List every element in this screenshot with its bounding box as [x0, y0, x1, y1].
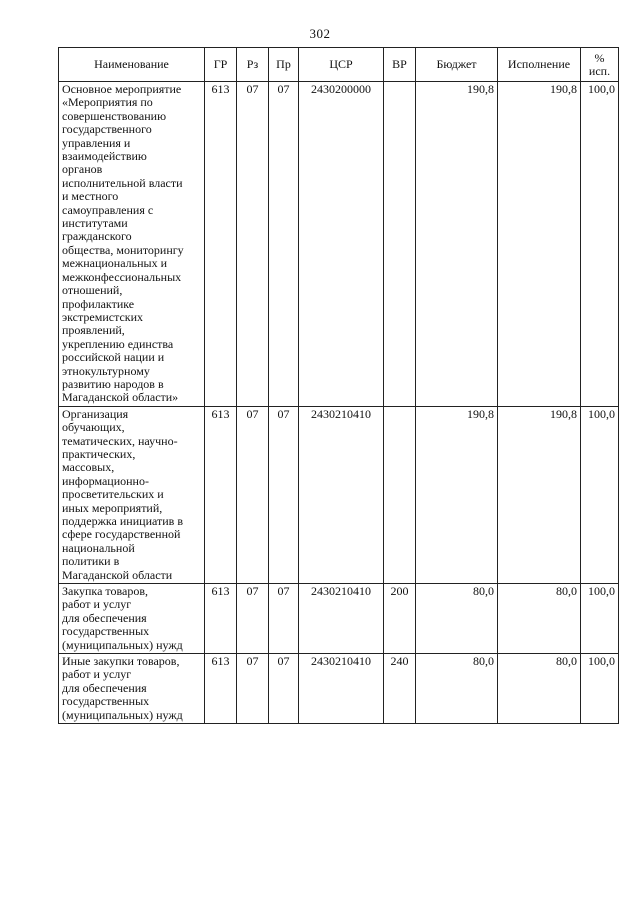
header-name: Наименование [59, 48, 205, 82]
page-number: 302 [309, 26, 331, 41]
row-budget: 80,0 [416, 654, 498, 724]
row-percent: 100,0 [581, 406, 619, 583]
header-budget: Бюджет [416, 48, 498, 82]
row-percent: 100,0 [581, 584, 619, 654]
row-csr: 2430210410 [299, 584, 384, 654]
row-percent: 100,0 [581, 82, 619, 407]
table-row [59, 654, 619, 724]
header-pr: Пр [269, 48, 299, 82]
table-row [59, 82, 619, 407]
row-percent: 100,0 [581, 654, 619, 724]
row-pr: 07 [269, 82, 299, 407]
row-rz: 07 [237, 406, 269, 583]
row-budget: 190,8 [416, 82, 498, 407]
header-row [59, 48, 619, 82]
row-csr: 2430200000 [299, 82, 384, 407]
row-rz: 07 [237, 82, 269, 407]
row-vr [384, 82, 416, 407]
row-pr: 07 [269, 406, 299, 583]
header-vr: ВР [384, 48, 416, 82]
row-name: Закупка товаров, работ и услуг для обеспечения государственных (муниципальных) нужд [59, 584, 205, 654]
row-name: Основное мероприятие «Мероприятия по совершенствованию государственного управления и взаимодействию органов исполнительной власти и местного самоуправления с институтами гражданского общества, мониторингу межнациональных и межконфессиональных отношений, профилактике экстремистских проявлений, укреплению единства российской нации и этнокультурному развитию народов в Магаданской области» [59, 82, 205, 407]
row-pr: 07 [269, 584, 299, 654]
header-gr: ГР [205, 48, 237, 82]
row-execution: 80,0 [498, 584, 581, 654]
row-vr: 200 [384, 584, 416, 654]
header-percent: % исп. [581, 48, 619, 82]
row-execution: 190,8 [498, 406, 581, 583]
row-vr: 240 [384, 654, 416, 724]
row-gr: 613 [205, 584, 237, 654]
row-gr: 613 [205, 82, 237, 407]
header-execution: Исполнение [498, 48, 581, 82]
row-csr: 2430210410 [299, 654, 384, 724]
row-execution: 80,0 [498, 654, 581, 724]
table-body [59, 82, 619, 724]
budget-table [58, 47, 619, 724]
table-header [59, 48, 619, 82]
row-budget: 80,0 [416, 584, 498, 654]
table-row [59, 406, 619, 583]
table-row [59, 584, 619, 654]
row-pr: 07 [269, 654, 299, 724]
row-rz: 07 [237, 584, 269, 654]
row-name: Организация обучающих, тематических, научно- практических, массовых, информационно- просветительских и иных мероприятий, поддержка инициатив в сфере государственной национальной политики в Магаданской области [59, 406, 205, 583]
row-vr [384, 406, 416, 583]
row-name: Иные закупки товаров, работ и услуг для обеспечения государственных (муниципальных) нужд [59, 654, 205, 724]
row-csr: 2430210410 [299, 406, 384, 583]
row-rz: 07 [237, 654, 269, 724]
row-gr: 613 [205, 654, 237, 724]
row-gr: 613 [205, 406, 237, 583]
header-rz: Рз [237, 48, 269, 82]
row-budget: 190,8 [416, 406, 498, 583]
row-execution: 190,8 [498, 82, 581, 407]
header-csr: ЦСР [299, 48, 384, 82]
